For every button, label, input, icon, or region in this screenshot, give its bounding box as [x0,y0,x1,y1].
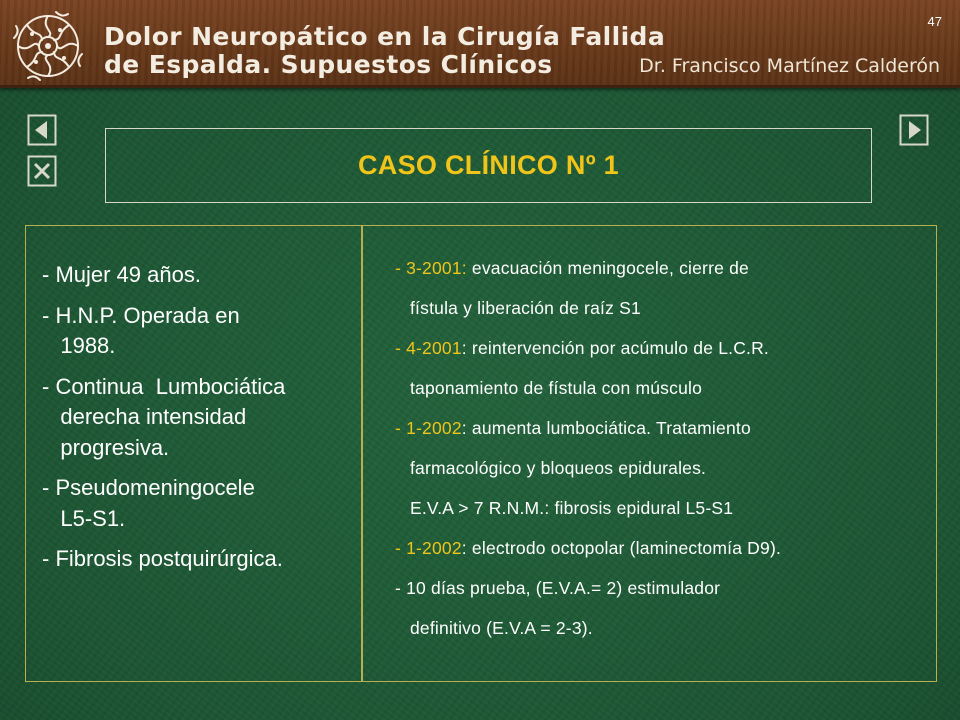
timeline-date: 1-2002 [406,418,462,438]
column-divider [361,226,363,681]
summary-item [42,372,360,464]
timeline-entry [395,578,925,638]
summary-item-line: - Mujer 49 años. [42,262,201,287]
summary-item [42,301,360,362]
slide-number: 47 [927,14,942,29]
summary-item [42,473,360,534]
summary-item-line: - Pseudomeningocele [42,475,255,500]
timeline-entry [395,258,925,318]
summary-item-line: derecha intensidad [42,404,247,429]
case-title: CASO CLÍNICO Nº 1 [358,150,619,180]
patient-summary-list [42,260,360,585]
previous-slide-button[interactable] [27,114,57,146]
triangle-left-icon [27,114,57,146]
close-presentation-button[interactable] [27,155,57,187]
summary-item [42,260,360,291]
timeline-bullet: - [395,578,407,598]
timeline-bullet: - [395,418,407,438]
timeline-entry [395,338,925,398]
summary-item-line: - Fibrosis postquirúrgica. [42,546,283,571]
author-name: Dr. Francisco Martínez Calderón [639,55,940,77]
clinical-timeline-list [395,258,925,658]
timeline-text: 10 días prueba, (E.V.A.= 2) estimulador [406,578,721,598]
timeline-text: : reintervención por acúmulo de L.C.R. [461,338,769,358]
timeline-continuation: definitivo (E.V.A = 2-3). [410,618,593,638]
next-slide-button[interactable] [899,114,929,146]
presentation-title-line-2: de Espalda. Supuestos Clínicos [104,50,553,79]
content-panel [25,225,937,682]
summary-item-line: 1988. [42,333,116,358]
timeline-bullet: - [395,538,407,558]
timeline-bullet: - [395,258,407,278]
timeline-continuation: taponamiento de fístula con músculo [410,378,703,398]
timeline-text: evacuación meningocele, cierre de [466,258,749,278]
timeline-entry [395,538,925,558]
case-title-box [105,128,872,203]
summary-item-line: L5-S1. [42,505,126,531]
timeline-entry [395,418,925,518]
timeline-text: : aumenta lumbociática. Tratamiento [461,418,751,438]
timeline-continuation: E.V.A > 7 R.N.M.: fibrosis epidural L5-S1 [410,498,734,518]
summary-item-line: progresiva. [42,434,170,460]
timeline-text: : electrodo octopolar (laminectomía D9). [461,538,782,558]
close-x-icon [27,155,57,187]
timeline-continuation: fístula y liberación de raíz S1 [410,298,641,318]
timeline-bullet: - [395,338,407,358]
timeline-continuation: farmacológico y bloqueos epidurales. [410,458,707,478]
presentation-title-line-1: Dolor Neuropático en la Cirugía Fallida [104,22,666,51]
summary-item [42,544,360,575]
summary-item-line: - Continua Lumbociática [42,373,286,399]
timeline-date: 4-2001 [406,338,462,358]
timeline-date: 3-2001: [406,258,467,278]
header-banner [0,0,960,88]
timeline-date: 1-2002 [406,538,462,558]
summary-item-line: - H.N.P. Operada en [42,302,240,328]
ornamental-rosette-logo [10,8,86,84]
triangle-right-icon [899,114,929,146]
